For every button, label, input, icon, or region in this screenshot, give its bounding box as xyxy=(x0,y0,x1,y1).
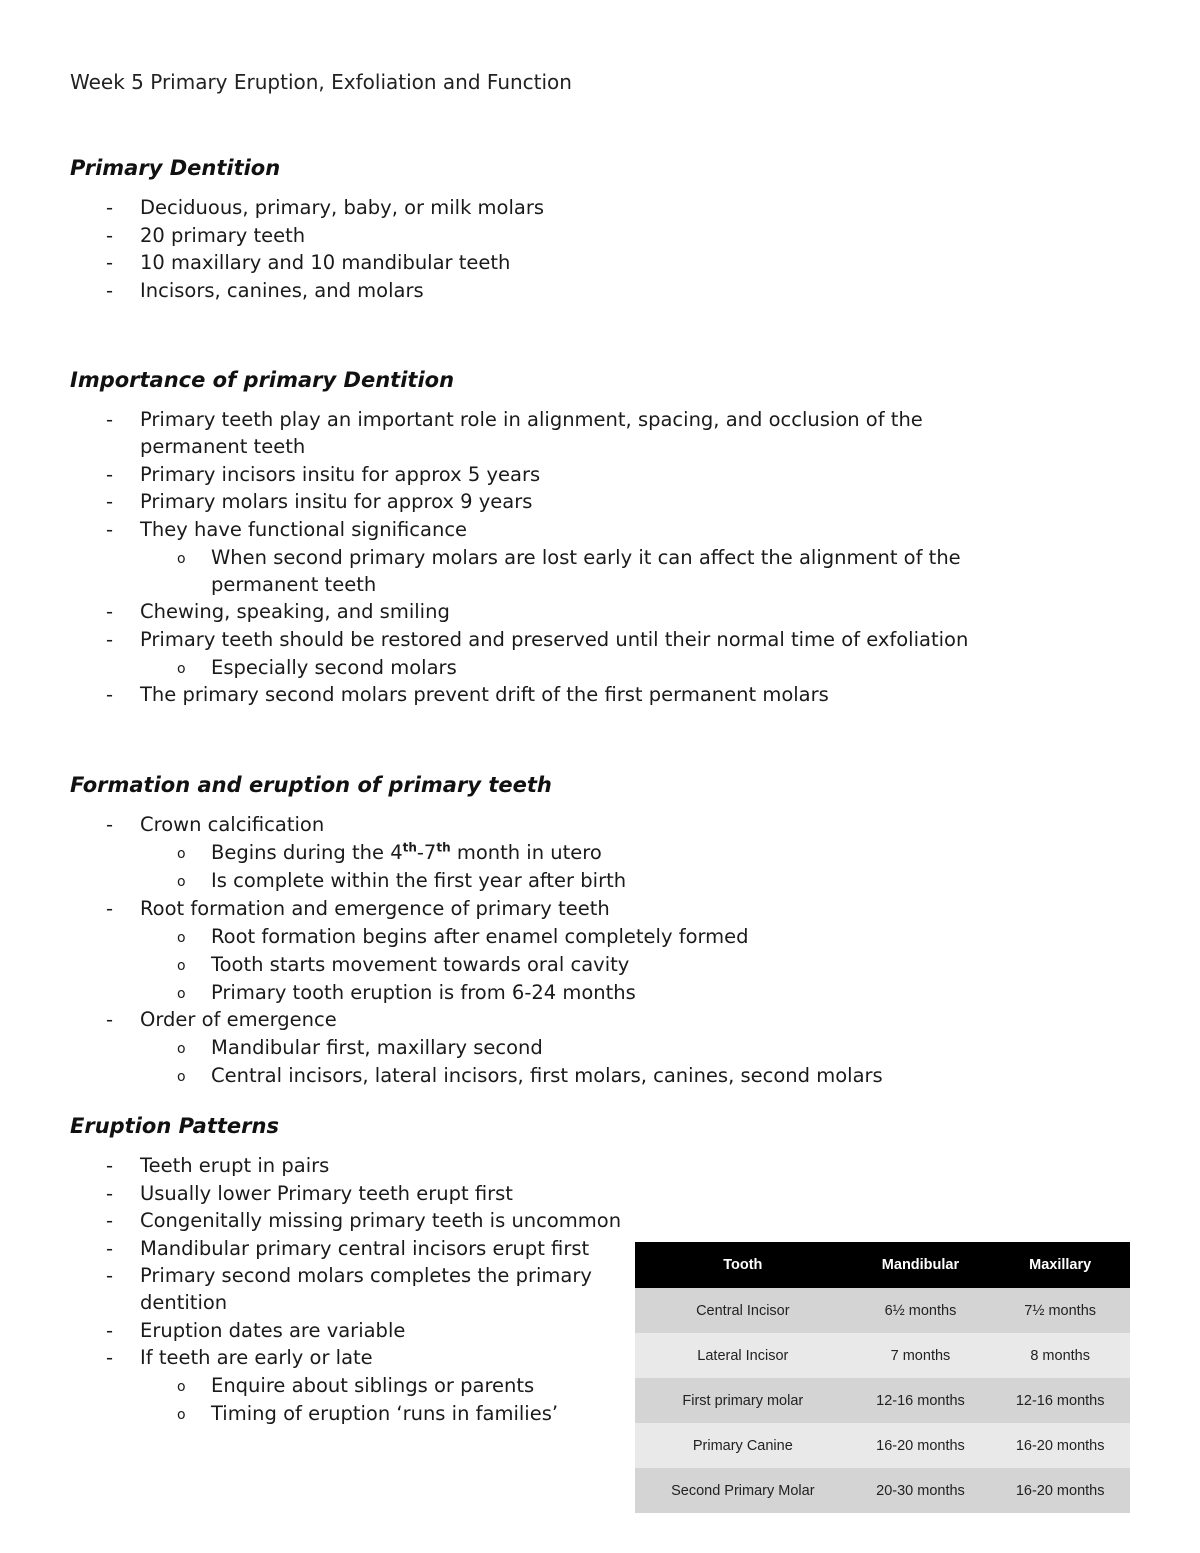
list-item: - Primary second molars completes the primary dentition xyxy=(106,1264,592,1314)
list-item: - Primary incisors insitu for approx 5 years xyxy=(106,462,541,486)
list-item: - Usually lower Primary teeth erupt first xyxy=(106,1181,513,1205)
sub-list-item: o Is complete within the first year after birth xyxy=(177,869,627,892)
eruption-table xyxy=(635,1242,1130,1513)
page-title: Week 5 Primary Eruption, Exfoliation and Function xyxy=(70,70,572,94)
table-header-row xyxy=(635,1242,1130,1288)
sub-list-item: o Mandibular first, maxillary second xyxy=(177,1036,543,1059)
sub-list-item: o Begins during the 4th-7th month in utero xyxy=(177,840,602,864)
table-cell: 12-16 months xyxy=(851,1378,991,1423)
section-heading: Importance of primary Dentition xyxy=(70,368,455,392)
table-row xyxy=(635,1468,1130,1513)
table-row xyxy=(635,1333,1130,1378)
list-item: - Primary teeth should be restored and preserved until their normal time of exfoliation o Especially second molars xyxy=(70,626,1130,681)
section-importance xyxy=(70,368,1130,709)
list-item: - Teeth erupt in pairs xyxy=(106,1154,330,1177)
list-item: - Crown calcification o Begins during the 4th-7th month in utero o Is complete within the first year after birth xyxy=(70,811,1130,894)
list-item: - 20 primary teeth xyxy=(106,223,306,247)
table-cell: 12-16 months xyxy=(990,1378,1130,1423)
column-header: Tooth xyxy=(635,1242,851,1288)
table-cell: 20-30 months xyxy=(851,1468,991,1513)
list-item: - Deciduous, primary, baby, or milk molars xyxy=(106,196,545,219)
sub-list-item: o Enquire about siblings or parents xyxy=(177,1374,535,1397)
table-cell: Central Incisor xyxy=(635,1288,851,1333)
list-item: - 10 maxillary and 10 mandibular teeth xyxy=(106,251,511,274)
table-cell: Primary Canine xyxy=(635,1423,851,1468)
list-item: - If teeth are early or late o Enquire about siblings or parents o Timing of eruption ‘runs in families’ xyxy=(70,1344,1130,1427)
list-item: - Primary teeth play an important role in alignment, spacing, and occlusion of the permanent teeth xyxy=(106,408,923,458)
list-item: - Congenitally missing primary teeth is uncommon xyxy=(106,1209,622,1232)
bullet-list xyxy=(70,194,1130,304)
table-row xyxy=(635,1378,1130,1423)
list-item: - Primary molars insitu for approx 9 years xyxy=(106,490,533,513)
table-cell: 16-20 months xyxy=(851,1423,991,1468)
table-row xyxy=(635,1288,1130,1333)
bullet-list xyxy=(70,811,1130,1089)
list-item: - They have functional significance o When second primary molars are lost early it can affect the alignment of the permanent teeth xyxy=(70,516,1130,598)
list-item: - The primary second molars prevent drift of the first permanent molars xyxy=(106,683,829,706)
table-cell: Lateral Incisor xyxy=(635,1333,851,1378)
sub-list-item: o Tooth starts movement towards oral cavity xyxy=(177,952,630,976)
list-item: - Order of emergence o Mandibular first, maxillary second o Central incisors, lateral incisors, first molars, canines, second molars xyxy=(70,1006,1130,1089)
table-row xyxy=(635,1423,1130,1468)
list-item: - Mandibular primary central incisors erupt first xyxy=(106,1236,590,1260)
sub-list-item: o Timing of eruption ‘runs in families’ xyxy=(177,1402,559,1425)
table-cell: 8 months xyxy=(990,1333,1130,1378)
list-item: - Root formation and emergence of primary teeth o Root formation begins after enamel completely formed o Tooth starts movement towards oral cavity o Primary tooth eruption is from 6-24 months xyxy=(70,895,1130,1006)
table-cell: 16-20 months xyxy=(990,1423,1130,1468)
sub-list-item: o Especially second molars xyxy=(177,655,457,679)
sub-list-item: o Root formation begins after enamel completely formed xyxy=(177,924,749,948)
section-formation xyxy=(70,773,1130,1090)
list-item: - Incisors, canines, and molars xyxy=(106,278,424,302)
bullet-list xyxy=(70,406,1130,708)
table-cell: 16-20 months xyxy=(990,1468,1130,1513)
section-heading: Primary Dentition xyxy=(70,156,281,180)
table-cell: 7½ months xyxy=(990,1288,1130,1333)
list-item: - Chewing, speaking, and smiling xyxy=(106,600,450,623)
table-cell: 7 months xyxy=(851,1333,991,1378)
section-heading: Eruption Patterns xyxy=(70,1114,279,1138)
section-heading: Formation and eruption of primary teeth xyxy=(70,773,552,797)
column-header: Maxillary xyxy=(990,1242,1130,1288)
column-header: Mandibular xyxy=(851,1242,991,1288)
table-cell: 6½ months xyxy=(851,1288,991,1333)
list-item: - Eruption dates are variable xyxy=(106,1318,406,1342)
sub-list-item: o Central incisors, lateral incisors, first molars, canines, second molars xyxy=(177,1064,883,1087)
sub-list-item: o Primary tooth eruption is from 6-24 months xyxy=(177,980,636,1004)
table-cell: Second Primary Molar xyxy=(635,1468,851,1513)
section-primary-dentition xyxy=(70,156,1130,304)
sub-list-item: o When second primary molars are lost early it can affect the alignment of the permanent teeth xyxy=(177,545,961,596)
table-cell: First primary molar xyxy=(635,1378,851,1423)
